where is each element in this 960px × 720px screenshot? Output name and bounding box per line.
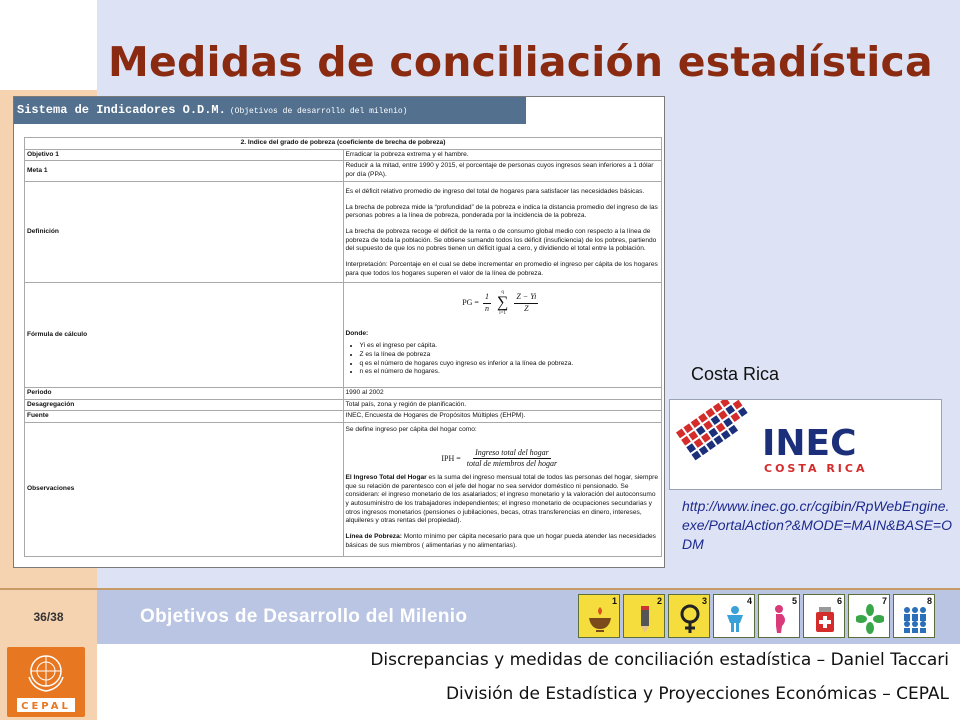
indicator-table	[24, 137, 662, 557]
goal-5: 5	[758, 594, 800, 638]
definition-paragraph: Es el déficit relativo promedio de ingreso del total de hogares para satisfacer las necesidades básicas.	[345, 187, 645, 195]
slide-title: Medidas de conciliación estadística	[108, 38, 933, 86]
medicine-icon	[811, 604, 839, 634]
formula-fraction: $\frac{\text{Ingreso total del hogar}}{\text{total de miembros del hogar}}$	[466, 447, 558, 469]
definition-paragraph: La brecha de pobreza recoge el déficit de la renta o de consumo global medio con respecto a la línea de pobreza de toda la población. Se obtiene sumando todos los déficit (insuficiencia) de los pobres, partiendo del supuesto de que los no pobres tienen un déficit igual a cero, y dividiendo el total entre la población.	[345, 227, 657, 253]
definition-cell	[343, 181, 662, 283]
goal-6: 6	[803, 594, 845, 638]
per-capita-formula	[346, 442, 660, 474]
page-number: 36/38	[33, 610, 64, 624]
bowl-icon	[586, 604, 614, 634]
row-value: Erradicar la pobreza extrema y el hambre.	[343, 149, 662, 161]
logo-text: INEC	[762, 423, 857, 464]
list-item: • Z es la línea de pobreza	[360, 351, 660, 360]
table-row	[25, 138, 662, 150]
list-item: • Yi es el ingreso per cápita.	[360, 342, 660, 351]
observation-paragraph: Línea de Pobreza: Monto mínimo per cápita necesario para que un hogar pueda atender las necesidades básicas de sus miembros ( alimentarias y no alimentarias).	[345, 533, 656, 549]
row-label: Meta 1	[25, 161, 344, 181]
band-title: Objetivos de Desarrollo del Milenio	[140, 606, 468, 627]
table-row	[25, 423, 662, 557]
un-emblem-icon	[7, 647, 85, 717]
child-icon	[721, 604, 749, 634]
row-value: Reducir a la mitad, entre 1990 y 2015, el porcentaje de personas cuyos ingresos sean inferiores a 1 dólar por día (PPA).	[343, 161, 662, 181]
table-row	[25, 181, 662, 283]
list-item: • q es el número de hogares cuyo ingreso es inferior a la línea de pobreza.	[360, 360, 660, 369]
footer-author: Discrepancias y medidas de conciliación estadística – Daniel Taccari	[370, 650, 949, 670]
goal-3: 3	[668, 594, 710, 638]
table-row	[25, 399, 662, 411]
observations-cell	[343, 423, 662, 557]
row-label: Observaciones	[25, 423, 344, 557]
pregnant-woman-icon	[766, 604, 794, 634]
inec-logo-icon	[670, 400, 941, 489]
row-label: Desagregación	[25, 399, 344, 411]
footer-organization: División de Estadística y Proyecciones Económicas – CEPAL	[445, 684, 949, 704]
row-label: Definición	[25, 181, 344, 283]
table-row	[25, 283, 662, 388]
document-header-title: Sistema de Indicadores O.D.M.	[17, 103, 226, 117]
document-header-subtitle: (Objetivos de desarrollo del milenio)	[229, 107, 408, 116]
mdg-goal-icons	[578, 594, 935, 638]
goal-8: 8	[893, 594, 935, 638]
flower-icon	[856, 604, 884, 634]
formula-lhs: IPH =	[441, 453, 461, 463]
table-row	[25, 387, 662, 399]
definition-paragraph: Interpretación: Porcentaje en el cual se debe incrementar en promedio el ingreso per cápita de los hogares para que todos los hogares superen el valor de la línea de pobreza.	[345, 261, 658, 277]
observation-paragraph: El Ingreso Total del Hogar es la suma del ingreso mensual total de todos las personas del hogar, siempre que su relación de parentesco con el jefe del hogar no sea servidor doméstico ni pensionado. Se consideran: el ingreso monetario de los asalariados; el ingreso monetario y la valoración del autoconsumo y autosuministro de los trabajadores independientes; el ingreso monetario de ocupaciones secundarias y otros ingresos monetarios (pensiones o jubilaciones, becas, otras transferencias en dinero, intereses, alquileres y otras rentas del propiedad).	[345, 473, 658, 525]
row-label: Fuente	[25, 411, 344, 423]
inec-logo[interactable]	[669, 399, 942, 490]
indicator-title: 2. Indice del grado de pobreza (coeficiente de brecha de pobreza)	[25, 138, 662, 150]
row-label: Objetivo 1	[25, 149, 344, 161]
table-row	[25, 411, 662, 423]
row-label: Fórmula de cálculo	[25, 283, 344, 388]
variable-list	[360, 342, 660, 377]
sum-symbol: q ∑ i=1	[496, 290, 509, 317]
country-label: Costa Rica	[691, 364, 780, 384]
table-row	[25, 161, 662, 181]
row-value: Total país, zona y región de planificación.	[343, 399, 662, 411]
inec-url-link[interactable]: http://www.inec.go.cr/cgibin/RpWebEngine.exe/PortalAction?&MODE=MAIN&BASE=ODM	[682, 498, 952, 552]
formula-lhs: PG =	[462, 298, 479, 308]
people-grid-icon	[901, 604, 929, 634]
table-row	[25, 149, 662, 161]
pencil-icon	[631, 604, 659, 634]
goal-2: 2	[623, 594, 665, 638]
document-header	[14, 97, 526, 124]
indicator-document	[13, 96, 665, 568]
goal-7: 7	[848, 594, 890, 638]
female-symbol-icon	[676, 604, 704, 634]
un-cepal-logo	[7, 647, 85, 717]
row-label: Periodo	[25, 387, 344, 399]
goal-4: 4	[713, 594, 755, 638]
logo-subtext: COSTA RICA	[764, 462, 868, 475]
row-value: INEC, Encuesta de Hogares de Propósitos Múltiples (EHPM).	[343, 411, 662, 423]
row-value: 1990 al 2002	[343, 387, 662, 399]
donde-label: Donde:	[345, 330, 369, 338]
goal-1: 1	[578, 594, 620, 638]
list-item: • n es el número de hogares.	[360, 368, 660, 377]
svg-text:CEPAL: CEPAL	[21, 701, 71, 712]
definition-paragraph: La brecha de pobreza mide la “profundidad” de la pobreza e indica la distancia promedio del ingreso de las personas pobres a la línea de pobreza, ponderada por la incidencia de la pobreza.	[345, 203, 658, 220]
observation-intro: Se define ingreso per cápita del hogar como:	[345, 426, 477, 434]
formula-fraction: $\frac{Z - Yi}{Z}$	[516, 292, 537, 313]
formula-cell	[343, 283, 662, 388]
poverty-gap-formula	[346, 284, 660, 320]
formula-fraction: $\frac{1}{n}$	[484, 292, 489, 313]
